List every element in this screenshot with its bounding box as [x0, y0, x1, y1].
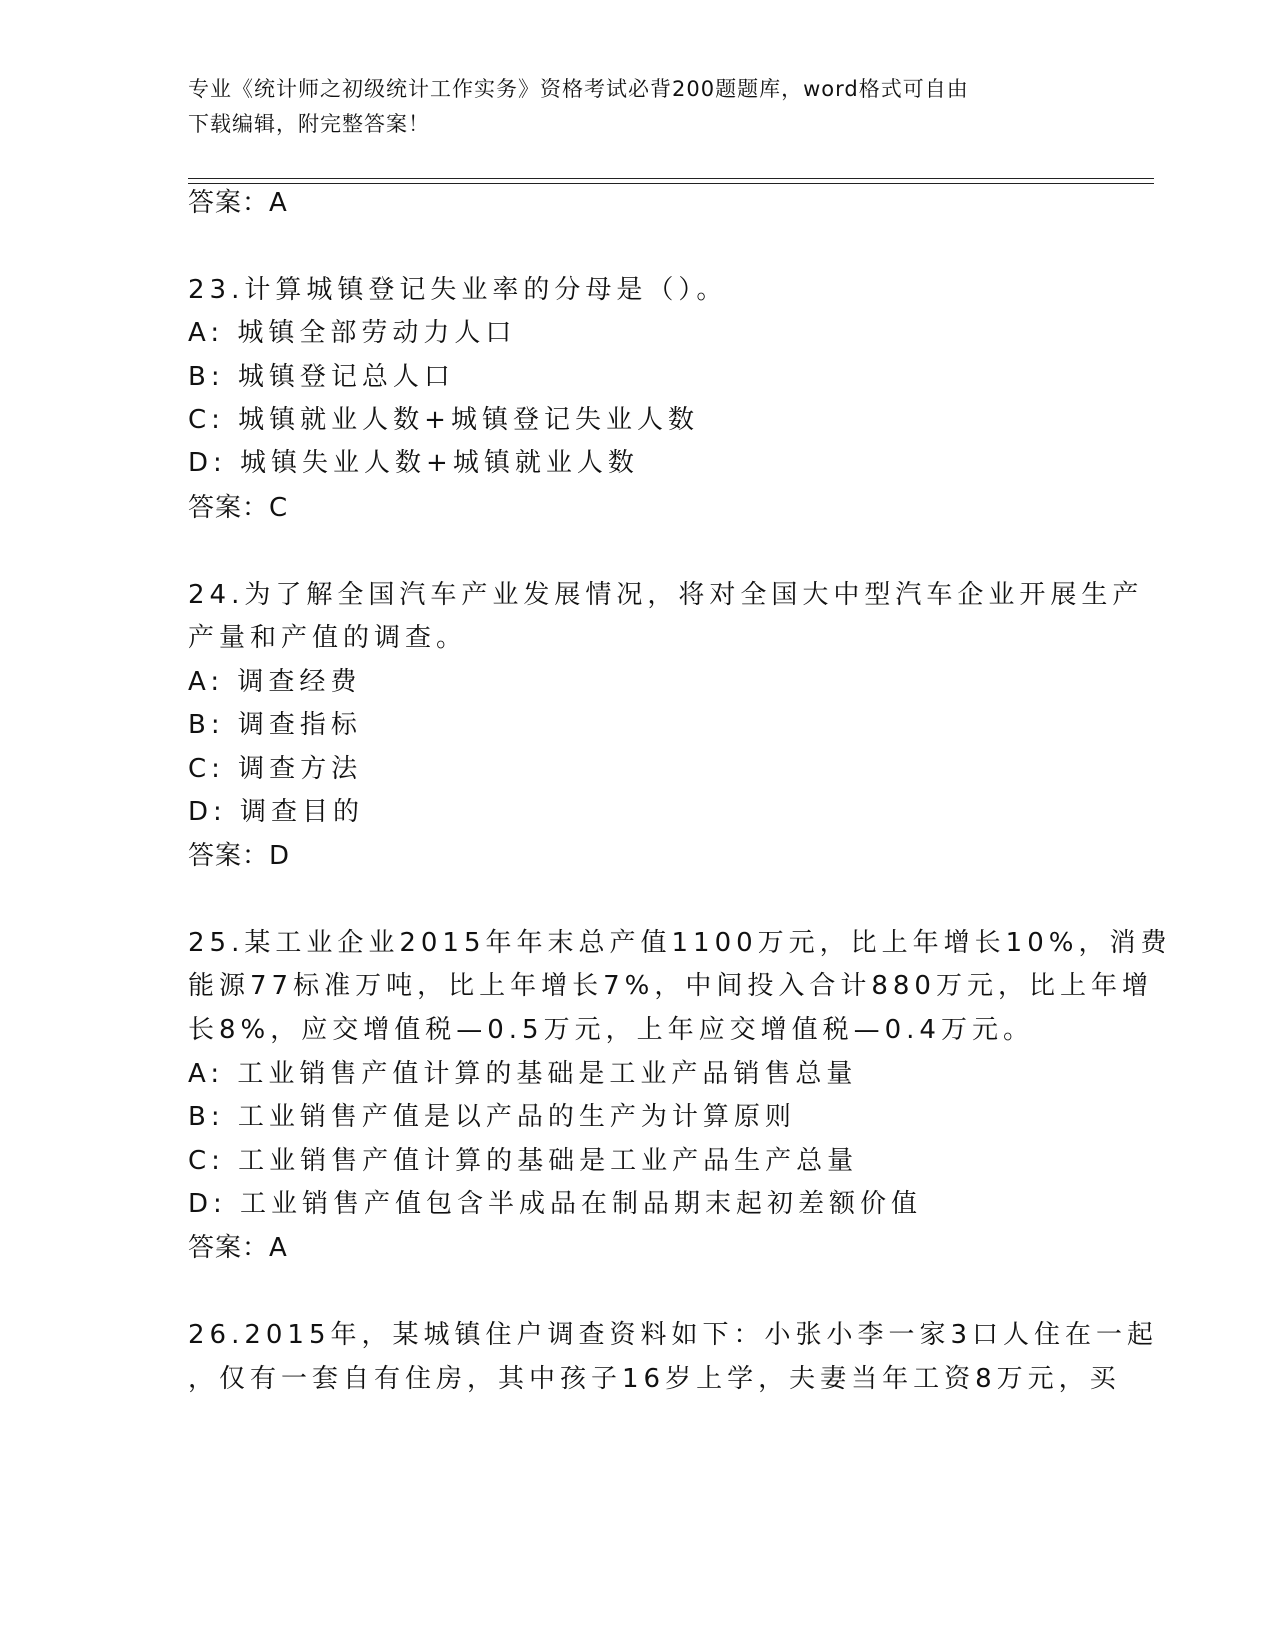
q24-option-c: C: 调查方法 — [188, 754, 363, 784]
header-line-2: 下载编辑，附完整答案！ — [188, 112, 430, 136]
q23-option-c: C: 城镇就业人数+城镇登记失业人数 — [188, 405, 699, 435]
document-header — [188, 72, 1068, 142]
header-divider-thin — [188, 178, 1154, 179]
q23-option-b: B: 城镇登记总人口 — [188, 362, 455, 392]
answer-prev: 答案：A — [188, 188, 288, 218]
q24-option-b: B: 调查指标 — [188, 710, 362, 740]
header-divider-thick — [188, 183, 1154, 184]
q23-option-a: A: 城镇全部劳动力人口 — [188, 318, 517, 348]
q25-option-c: C: 工业销售产值计算的基础是工业产品生产总量 — [188, 1146, 859, 1176]
q25-option-b: B: 工业销售产值是以产品的生产为计算原则 — [188, 1102, 796, 1132]
q25-stem-line-1: 25.某工业企业2015年年末总产值1100万元，比上年增长10%，消费 — [188, 928, 1172, 958]
q25-option-d: D: 工业销售产值包含半成品在制品期末起初差额价值 — [188, 1189, 923, 1219]
q24-answer: 答案：D — [188, 841, 291, 871]
q25-answer: 答案：A — [188, 1233, 288, 1263]
q25-stem-line-2: 能源77标准万吨，比上年增长7%，中间投入合计880万元，比上年增 — [188, 971, 1153, 1001]
q25-stem-line-3: 长8%，应交增值税—0.5万元，上年应交增值税—0.4万元。 — [188, 1015, 1034, 1045]
q25-option-a: A: 工业销售产值计算的基础是工业产品销售总量 — [188, 1059, 858, 1089]
q23-answer: 答案：C — [188, 493, 289, 523]
q24-stem-line-1: 24.为了解全国汽车产业发展情况，将对全国大中型汽车企业开展生产 — [188, 580, 1144, 610]
q24-option-a: A: 调查经费 — [188, 667, 362, 697]
q26-stem-line-1: 26.2015年，某城镇住户调查资料如下：小张小李一家3口人住在一起 — [188, 1320, 1159, 1350]
q24-option-d: D: 调查目的 — [188, 797, 365, 827]
q23-stem: 23.计算城镇登记失业率的分母是（）。 — [188, 275, 728, 305]
header-line-1: 专业《统计师之初级统计工作实务》资格考试必背200题题库，word格式可自由 — [188, 77, 969, 101]
q23-option-d: D: 城镇失业人数+城镇就业人数 — [188, 448, 639, 478]
q26-stem-line-2: ，仅有一套自有住房，其中孩子16岁上学，夫妻当年工资8万元，买 — [188, 1364, 1121, 1394]
q24-stem-line-2: 产量和产值的调查。 — [188, 623, 468, 653]
